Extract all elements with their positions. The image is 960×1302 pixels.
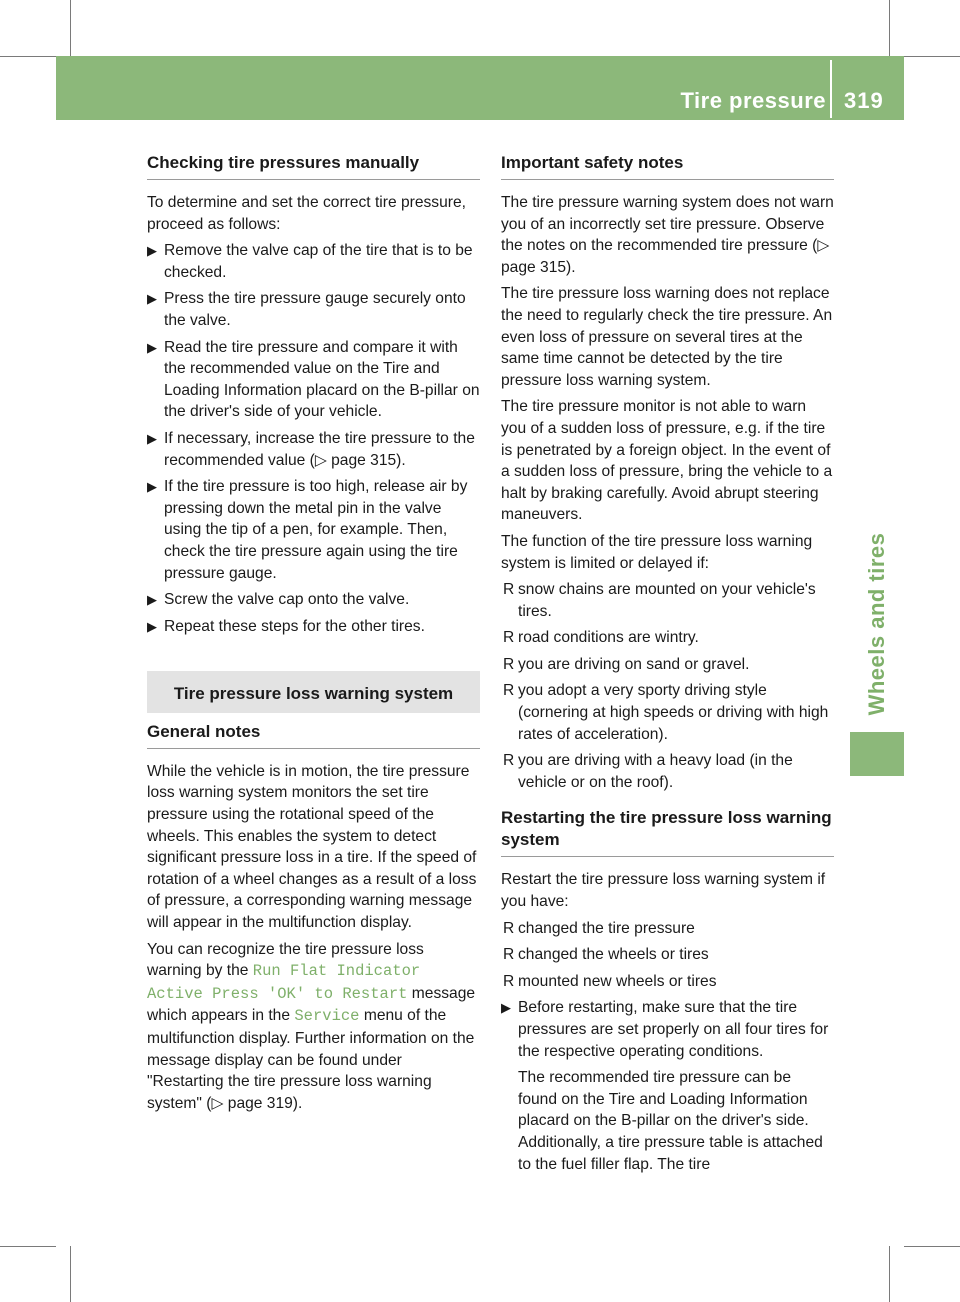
paragraph: The recommended tire pressure can be found on the Tire and Loading Information placard on the B-pillar on the driver's side. Additionally, a tire pressure table is attached to the fuel filler flap. The tire (518, 1069, 823, 1173)
crop-mark (904, 1246, 960, 1247)
paragraph: To determine and set the correct tire pressure, proceed as follows: (147, 194, 466, 233)
step-arrow-icon: ▶ (147, 430, 157, 446)
heading-general: General notes (147, 721, 480, 749)
crop-mark (889, 0, 890, 56)
step-arrow-icon: ▶ (147, 291, 157, 307)
section-title: Tire pressure (680, 88, 826, 113)
step-arrow-icon: ▶ (147, 339, 157, 355)
heading-restart: Restarting the tire pressure loss warning system (501, 807, 834, 857)
paragraph: You can recognize the tire pressure loss warning by the Run Flat Indicator Active Press 'OK' to Restart message which appears in the Service menu of the multifunction display. Further information on the message display can be found under "Restarting the tire pressure loss warning system" (▷ page 319). (147, 940, 476, 1112)
heading-system: Tire pressure loss warning system (147, 671, 480, 713)
left-column (147, 152, 480, 1119)
crop-mark (0, 56, 56, 57)
step-item: ▶ Remove the valve cap of the tire that is to be checked. (147, 242, 473, 281)
right-column (501, 152, 834, 1180)
list-item: R you are driving on sand or gravel. (503, 655, 750, 673)
menu-name: Service (294, 1007, 360, 1026)
paragraph: The function of the tire pressure loss warning system is limited or delayed if: (501, 532, 813, 572)
list-item: R changed the tire pressure (503, 919, 695, 937)
step-item: ▶ Before restarting, make sure that the tire pressures are set properly on all four tires for the respective operating conditions. (501, 999, 829, 1060)
list-item: R you adopt a very sporty driving style (cornering at high speeds or driving with high rates of acceleration). (503, 682, 829, 743)
paragraph: The tire pressure loss warning does not replace the need to regularly check the tire pressure. An even loss of pressure on several tires at the same time cannot be detected by the tire pressure loss warning system. (501, 285, 833, 389)
list-item: R you are driving with a heavy load (in the vehicle or on the roof). (503, 752, 793, 791)
chapter-tab-label: Wheels and tires (864, 532, 889, 716)
paragraph: Restart the tire pressure loss warning system if you have: (501, 871, 826, 911)
crop-mark (70, 0, 71, 56)
step-arrow-icon: ▶ (147, 243, 157, 259)
paragraph: The tire pressure warning system does not warn you of an incorrectly set tire pressure. Observe the notes on the recommended tire pressure (▷ page 315). (501, 194, 834, 276)
list-item: R changed the wheels or tires (503, 946, 709, 964)
crop-mark (0, 1246, 56, 1247)
heading-safety: Important safety notes (501, 152, 834, 180)
step-arrow-icon: ▶ (501, 1000, 511, 1016)
step-item: ▶ If necessary, increase the tire pressure to the recommended value (▷ page 315). (147, 429, 475, 469)
step-item: ▶ Repeat these steps for the other tires. (147, 616, 480, 638)
list-item: R road conditions are wintry. (503, 629, 699, 647)
display-message: Run Flat Indicator Active Press 'OK' to Restart (147, 962, 421, 1003)
step-item: ▶ Read the tire pressure and compare it with the recommended value on the Tire and Loading Information placard on the B-pillar on the driver's side of your vehicle. (147, 338, 480, 421)
step-arrow-icon: ▶ (147, 479, 157, 495)
step-arrow-icon: ▶ (147, 592, 157, 608)
step-item: ▶ Press the tire pressure gauge securely onto the valve. (147, 290, 466, 329)
chapter-marker (850, 732, 904, 776)
page-number: 319 (844, 88, 884, 113)
step-item: ▶ Screw the valve cap onto the valve. (147, 589, 480, 611)
crop-mark (889, 1246, 890, 1302)
chapter-tab (850, 532, 904, 716)
step-arrow-icon: ▶ (147, 618, 157, 634)
step-item: ▶ If the tire pressure is too high, release air by pressing down the metal pin in the valve using the tip of a pen, for example. Then, check the tire pressure again using the tire pressure gauge. (147, 478, 468, 582)
crop-mark (70, 1246, 71, 1302)
heading-checking: Checking tire pressures manually (147, 152, 480, 180)
paragraph: While the vehicle is in motion, the tire pressure loss warning system monitors the set tire pressure using the rotational speed of the wheels. This enables the system to detect significant pressure loss in a tire. If the speed of rotation of a wheel changes as a result of a loss of pressure, a corresponding warning message will appear in the multifunction display. (147, 762, 477, 932)
crop-mark (904, 56, 960, 57)
paragraph: The tire pressure monitor is not able to warn you of a sudden loss of pressure, e.g. if the tire is penetrated by a foreign object. In the event of a sudden loss of pressure, bring the vehicle to a halt by braking carefully. Avoid abrupt steering maneuvers. (501, 398, 833, 524)
list-item: R snow chains are mounted on your vehicle's tires. (503, 581, 816, 620)
list-item: R mounted new wheels or tires (503, 972, 717, 990)
header-divider (830, 60, 832, 118)
